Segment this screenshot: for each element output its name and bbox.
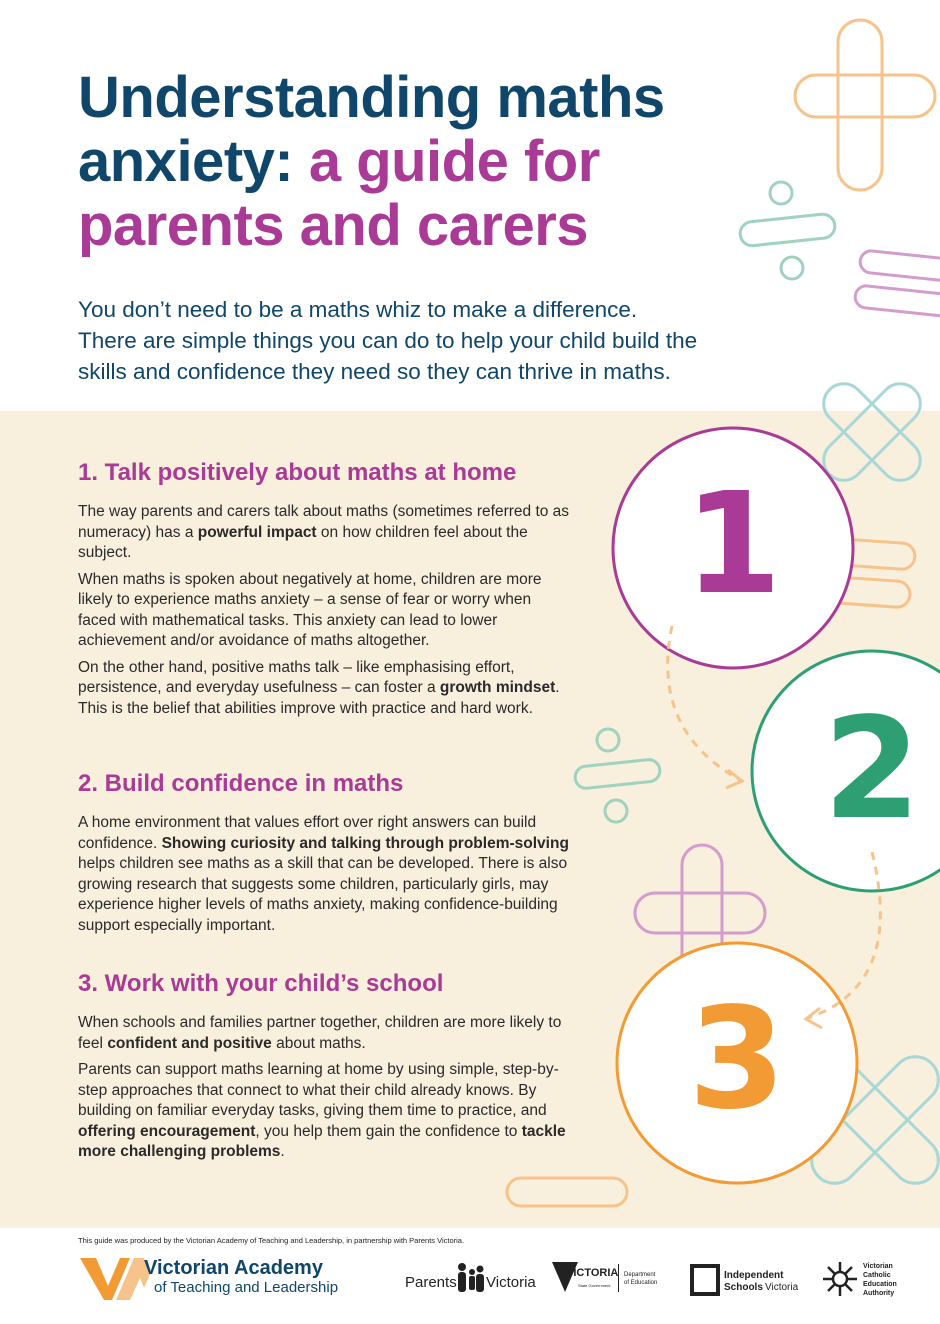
text: , you help them gain the confidence to	[255, 1122, 522, 1140]
section-paragraph	[78, 813, 570, 936]
text: A home environment that values effort over right answers can build confidence.	[78, 814, 537, 852]
text: . This is the belief that abilities improve with practice and hard work.	[78, 679, 560, 717]
vic-dept2: of Education	[624, 1280, 658, 1286]
bold-text: offering encouragement	[78, 1122, 256, 1140]
vic-dept1: Department	[624, 1272, 656, 1278]
vatl-logo	[80, 1257, 338, 1300]
bold-text: confident and positive	[107, 1034, 272, 1052]
section-2	[78, 769, 570, 942]
vcea-line3: Education	[863, 1281, 897, 1288]
text: Parents can support maths learning at home by using simple, step-by-step approaches that connect to what their child already knows. By building on familiar everyday tasks, giving them time to practice, and	[78, 1061, 559, 1119]
partner-logos	[78, 1252, 908, 1308]
family-icon	[458, 1263, 484, 1292]
section-paragraph: When maths is spoken about negatively at home, children are more likely to experience maths anxiety – a sense of fear or worry when faced with mathematical tasks. This anxiety can lead to lower achievement and/or avoidance of maths altogether.	[78, 570, 542, 649]
parents-victoria-logo	[405, 1263, 536, 1292]
text: The way parents and carers talk about maths (sometimes referred to as numeracy) has a	[78, 503, 570, 541]
section-heading: 3. Work with your child’s school	[78, 970, 444, 997]
text: on how children feel about the subject.	[78, 523, 528, 561]
section-paragraph	[78, 1060, 570, 1163]
section-paragraph	[78, 502, 570, 564]
text: .	[280, 1143, 285, 1160]
vcea-line4: Authority	[863, 1290, 895, 1297]
victoria-government-logo	[552, 1262, 657, 1292]
section-1	[78, 458, 570, 725]
text: about maths.	[271, 1034, 366, 1052]
vcea-line2: Catholic	[863, 1272, 891, 1279]
number-2: 2	[823, 688, 921, 851]
page-title	[78, 66, 798, 258]
section-heading: 1. Talk positively about maths at home	[78, 459, 517, 486]
text: helps children see maths as a skill that can be developed. There is also growing research that suggests some children, particularly girls, may experience higher levels of maths anxiety, making confidence-building support especially important.	[78, 855, 568, 934]
isv-mark-icon	[692, 1266, 718, 1294]
pv-left: Parents	[405, 1274, 457, 1291]
text: When schools and families partner together, children are more likely to feel	[78, 1014, 562, 1052]
isv-line2b: Victoria	[765, 1282, 799, 1293]
vcea-sun-icon	[823, 1262, 857, 1296]
intro-line1: You don’t need to be a maths whiz to make a difference.	[78, 297, 638, 322]
independent-schools-victoria-logo	[692, 1266, 799, 1294]
pv-right: Victoria	[486, 1274, 536, 1291]
text: On the other hand, positive maths talk – like emphasising effort, persistence, and everyday usefulness – can foster a	[78, 658, 515, 696]
intro-line2: There are simple things you can do to help your child build the	[78, 328, 698, 353]
number-3: 3	[688, 978, 786, 1141]
bold-text: tackle more challenging problems	[78, 1122, 566, 1160]
footer-credit: This guide was produced by the Victorian Academy of Teaching and Leadership, in partnership with Parents Victoria.	[78, 1236, 465, 1245]
number-1: 1	[684, 463, 782, 626]
vic-state: State Government	[578, 1283, 611, 1288]
title-part1: Understanding maths	[78, 65, 665, 130]
section-3	[78, 969, 570, 1169]
vic-word: VICTORIA	[566, 1267, 619, 1279]
section-paragraph	[78, 658, 570, 720]
vatl-line2: of Teaching and Leadership	[154, 1279, 339, 1296]
title-part2: anxiety:	[78, 129, 309, 194]
bold-text: Showing curiosity and talking through problem-solving	[161, 834, 569, 852]
vcea-line1: Victorian	[863, 1263, 893, 1270]
intro-line3: skills and confidence they need so they can thrive in maths.	[78, 359, 671, 384]
intro-text	[78, 294, 858, 387]
isv-line2a: Schools	[724, 1282, 763, 1293]
bold-text: powerful impact	[197, 523, 317, 541]
title-part3: a guide for	[308, 129, 600, 194]
title-part4: parents and carers	[78, 193, 589, 258]
bold-text: growth mindset	[439, 679, 556, 696]
vcea-logo	[823, 1262, 897, 1297]
divider	[618, 1264, 619, 1292]
section-paragraph	[78, 1013, 570, 1054]
section-heading: 2. Build confidence in maths	[78, 770, 404, 797]
isv-line1: Independent	[724, 1270, 784, 1281]
vatl-line1: Victorian Academy	[144, 1257, 323, 1279]
